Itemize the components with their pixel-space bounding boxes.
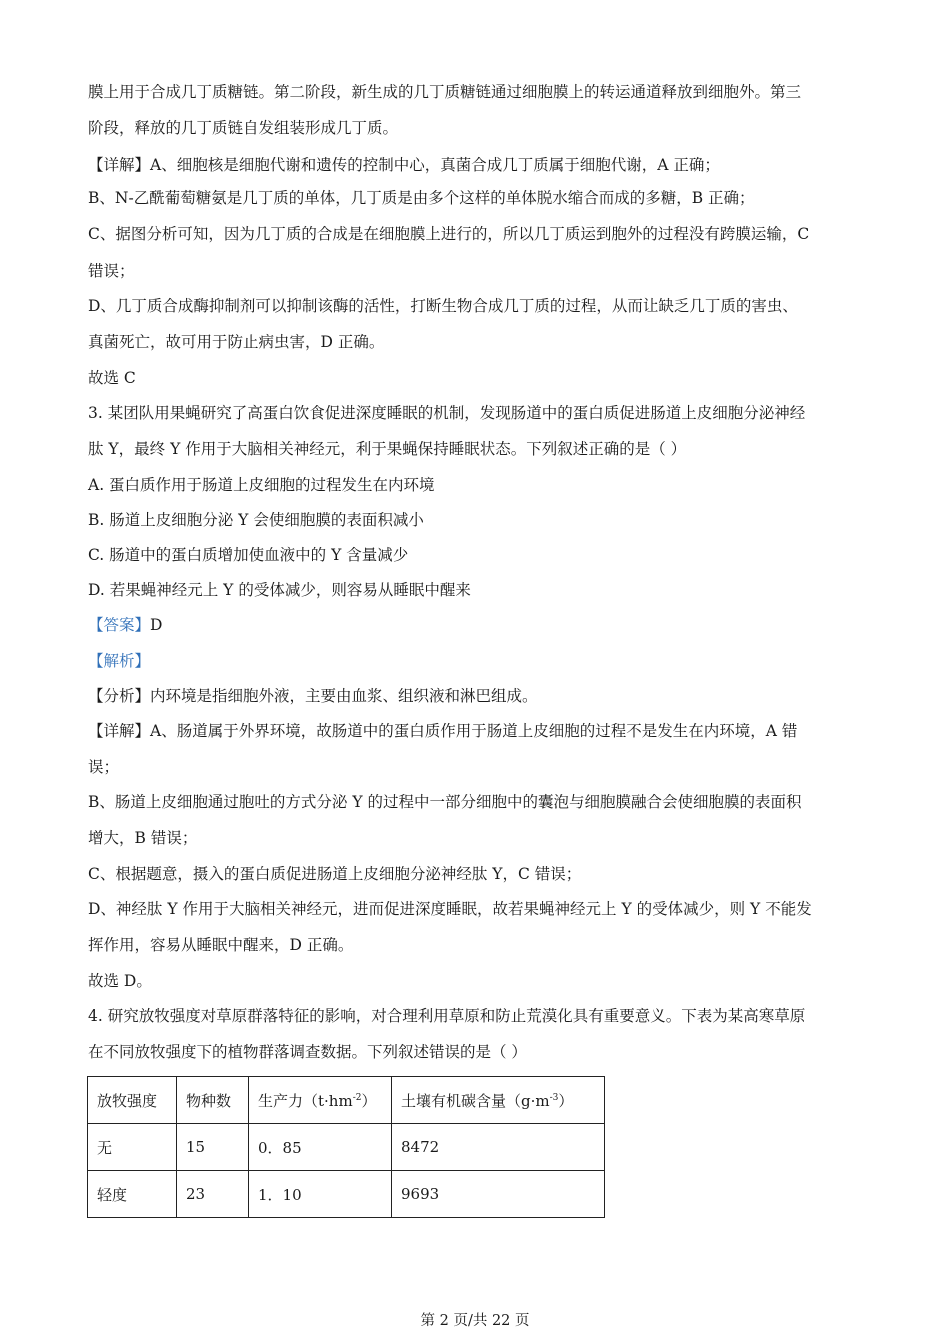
text-line: 增大，B 错误； <box>88 829 198 847</box>
table-cell: 0．85 <box>249 1124 392 1171</box>
text-line: 错误； <box>88 262 135 280</box>
table-header-cell: 生产力$(t\cdot hm^{-2})$ <box>249 1077 392 1124</box>
text-line: D、神经肽 Y 作用于大脑相关神经元，进而促进深度睡眠，故若果蝇神经元上 Y 的受体减少，则 Y 不能发 <box>88 900 812 918</box>
answer-line <box>88 615 162 635</box>
text-line: 误； <box>88 758 120 776</box>
table-header-row <box>88 1077 605 1124</box>
answer-label: 【答案】 <box>88 616 151 634</box>
page-footer: 第 2 页/共 22 页 <box>420 1313 530 1329</box>
table-cell: 1．10 <box>249 1171 392 1218</box>
text-line: 挥作用，容易从睡眠中醒来，D 正确。 <box>88 936 354 954</box>
analysis-label: 【解析】 <box>88 652 151 670</box>
table-cell: 8472 <box>392 1124 605 1171</box>
text-line: 阶段，释放的几丁质链自发组装形成几丁质。 <box>88 119 399 137</box>
table-cell: 轻度 <box>88 1171 177 1218</box>
text-line: 真菌死亡，故可用于防止病虫害，D 正确。 <box>88 333 385 351</box>
text-line: 【详解】A、肠道属于外界环境，故肠道中的蛋白质作用于肠道上皮细胞的过程不是发生在内环境，A 错 <box>88 722 798 740</box>
text-line: 故选 D。 <box>88 972 152 990</box>
text-line: 故选 C <box>88 369 136 387</box>
table-cell: 无 <box>88 1124 177 1171</box>
option-a: A. 蛋白质作用于肠道上皮细胞的过程发生在内环境 <box>88 476 435 494</box>
question-3-stem: 3. 某团队用果蝇研究了高蛋白饮食促进深度睡眠的机制，发现肠道中的蛋白质促进肠道上皮细胞分泌神经 <box>88 404 806 422</box>
text-line: 【详解】A、细胞核是细胞代谢和遗传的控制中心，真菌合成几丁质属于细胞代谢，A 正确； <box>88 156 720 174</box>
option-b: B. 肠道上皮细胞分泌 Y 会使细胞膜的表面积减小 <box>88 511 424 529</box>
table-cell: 23 <box>177 1171 249 1218</box>
table-header-cell: 放牧强度 <box>88 1077 177 1124</box>
question-4-stem: 4. 研究放牧强度对草原群落特征的影响，对合理利用草原和防止荒漠化具有重要意义。下表为某高寒草原 <box>88 1007 806 1025</box>
text-line: D、几丁质合成酶抑制剂可以抑制该酶的活性，打断生物合成几丁质的过程，从而让缺乏几丁质的害虫、 <box>88 297 798 315</box>
text-line: 膜上用于合成几丁质糖链。第二阶段，新生成的几丁质糖链通过细胞膜上的转运通道释放到细胞外。第三 <box>88 83 802 101</box>
table-cell: 9693 <box>392 1171 605 1218</box>
table-row <box>88 1124 605 1171</box>
option-d: D. 若果蝇神经元上 Y 的受体减少，则容易从睡眠中醒来 <box>88 581 471 599</box>
question-4-stem: 在不同放牧强度下的植物群落调查数据。下列叙述错误的是（ ） <box>88 1043 527 1061</box>
table-header-cell: 物种数 <box>177 1077 249 1124</box>
text-line: C、据图分析可知，因为几丁质的合成是在细胞膜上进行的，所以几丁质运到胞外的过程没有跨膜运输，C <box>88 225 810 243</box>
grazing-data-table <box>87 1076 605 1218</box>
text-line: B、肠道上皮细胞通过胞吐的方式分泌 Y 的过程中一部分细胞中的囊泡与细胞膜融合会使细胞膜的表面积 <box>88 793 802 811</box>
answer-value: D <box>150 616 163 634</box>
text-line: 【分析】内环境是指细胞外液，主要由血浆、组织液和淋巴组成。 <box>88 687 538 705</box>
question-3-stem: 肽 Y，最终 Y 作用于大脑相关神经元，利于果蝇保持睡眠状态。下列叙述正确的是（ ） <box>88 440 687 458</box>
table-cell: 15 <box>177 1124 249 1171</box>
option-c: C. 肠道中的蛋白质增加使血液中的 Y 含量减少 <box>88 546 409 564</box>
text-line: C、根据题意，摄入的蛋白质促进肠道上皮细胞分泌神经肽 Y，C 错误； <box>88 865 582 883</box>
table-header-cell: 土壤有机碳含量$(g\cdot m^{-3})$ <box>392 1077 605 1124</box>
text-line: B、N-乙酰葡萄糖氨是几丁质的单体，几丁质是由多个这样的单体脱水缩合而成的多糖，B 正确； <box>88 189 755 207</box>
table-row <box>88 1171 605 1218</box>
